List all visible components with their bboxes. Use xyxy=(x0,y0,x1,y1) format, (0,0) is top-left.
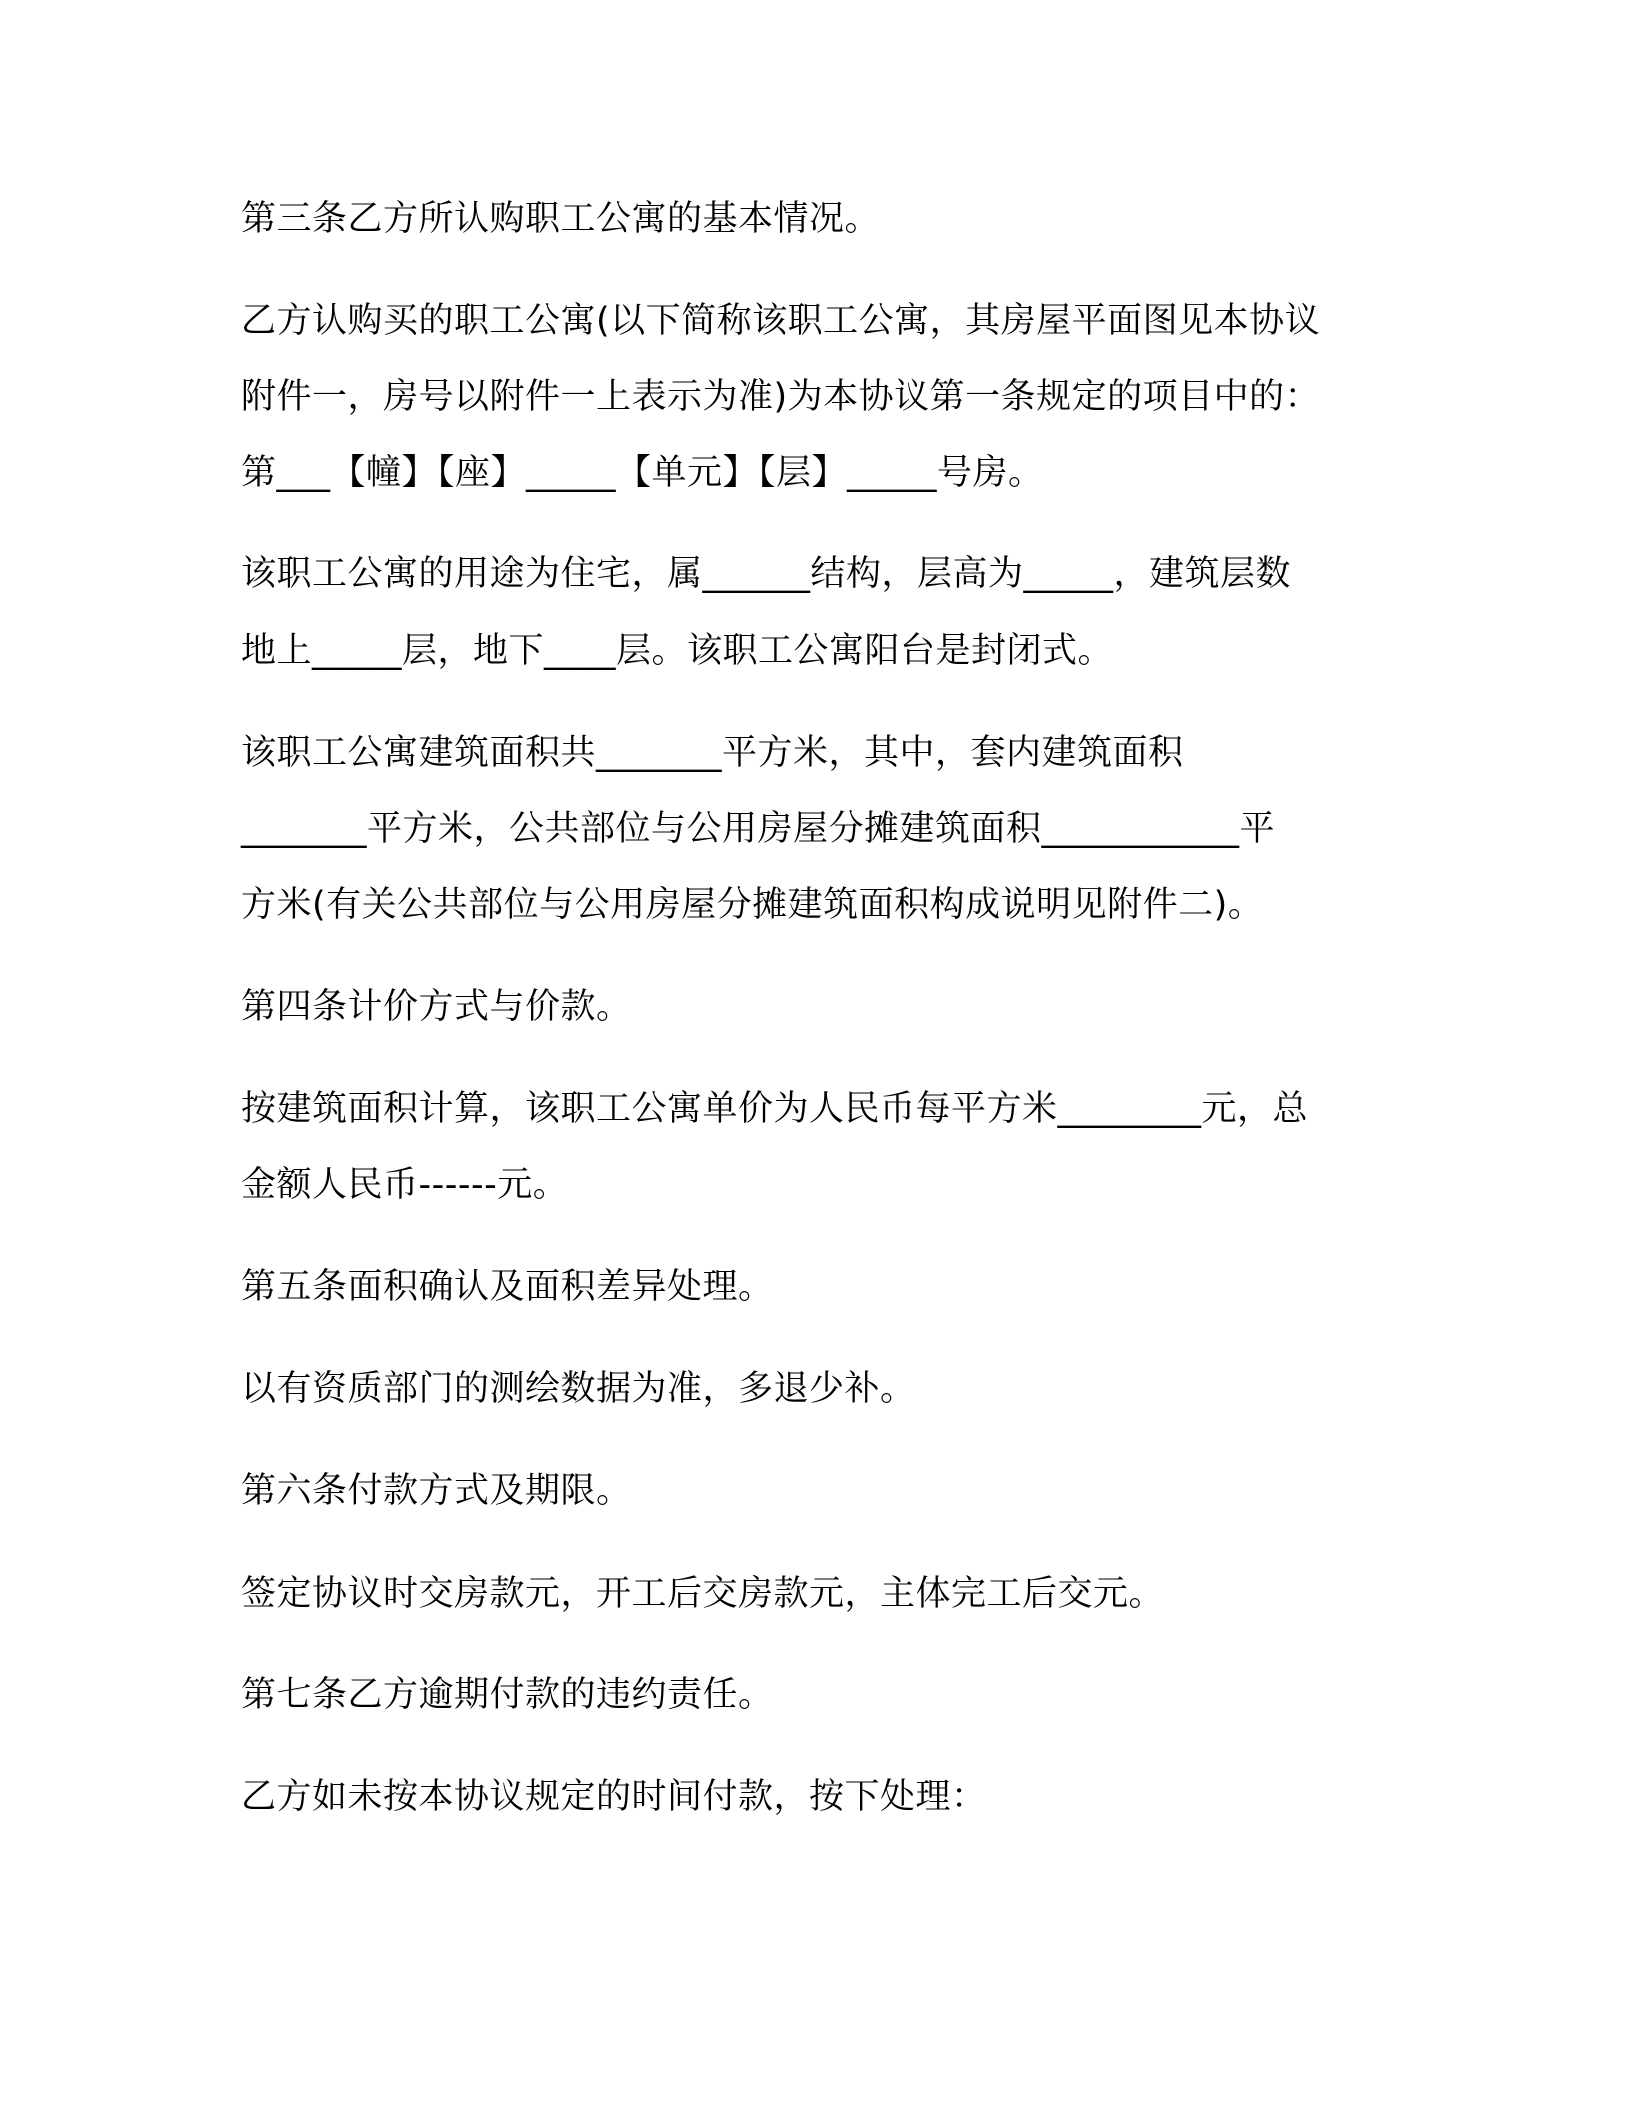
paragraph-line: 乙方如未按本协议规定的时间付款，按下处理： xyxy=(241,1777,987,1817)
paragraph-line: 方米(有关公共部位与公用房屋分摊建筑面积构成说明见附件二)。 xyxy=(241,885,1264,925)
paragraph-line: 该职工公寓的用途为住宅，属______结构，层高为_____，建筑层数 xyxy=(241,554,1292,594)
article-4-heading: 第四条计价方式与价款。 xyxy=(241,987,632,1027)
paragraph-line: 乙方认购买的职工公寓(以下简称该职工公寓，其房屋平面图见本协议 xyxy=(241,301,1321,341)
article-5-heading: 第五条面积确认及面积差异处理。 xyxy=(241,1267,774,1307)
article-3-heading: 第三条乙方所认购职工公寓的基本情况。 xyxy=(241,199,881,239)
article-6-heading: 第六条付款方式及期限。 xyxy=(241,1471,632,1511)
paragraph-line: 该职工公寓建筑面积共_______平方米，其中，套内建筑面积 xyxy=(241,733,1184,773)
paragraph-line: 附件一，房号以附件一上表示为准)为本协议第一条规定的项目中的： xyxy=(241,377,1321,417)
paragraph-line: 按建筑面积计算，该职工公寓单价为人民币每平方米________元，总 xyxy=(241,1089,1309,1129)
paragraph-line: 地上_____层，地下____层。该职工公寓阳台是封闭式。 xyxy=(241,631,1114,671)
paragraph-line: 第___【幢】【座】_____【单元】【层】_____号房。 xyxy=(241,453,1044,493)
article-7-heading: 第七条乙方逾期付款的违约责任。 xyxy=(241,1675,774,1715)
paragraph-line: 金额人民币------元。 xyxy=(241,1165,569,1205)
paragraph-line: 签定协议时交房款元，开工后交房款元，主体完工后交元。 xyxy=(241,1574,1165,1614)
paragraph-line: 以有资质部门的测绘数据为准，多退少补。 xyxy=(241,1369,916,1409)
paragraph-line: _______平方米，公共部位与公用房屋分摊建筑面积___________平 xyxy=(241,809,1276,849)
